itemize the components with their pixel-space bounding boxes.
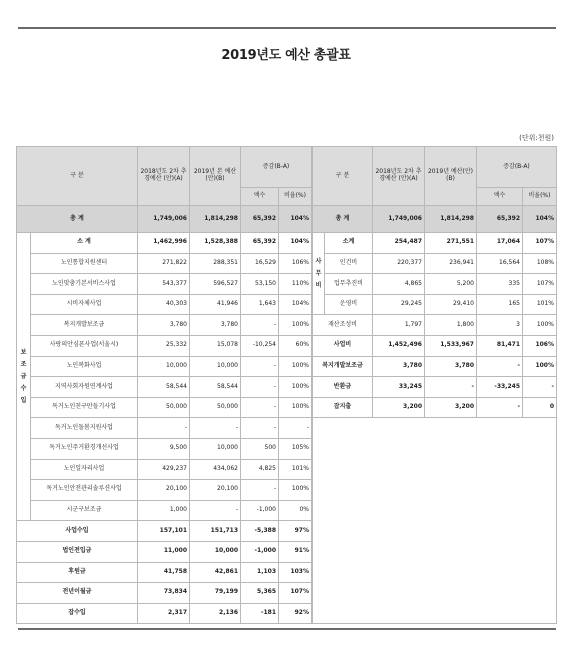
value-pct: 100% (523, 315, 557, 336)
page-title: 2019년도 예산 총괄표 (221, 48, 351, 63)
row-label: 독거노인친구만들기사업 (31, 397, 138, 418)
table-row (313, 253, 557, 274)
row-label: 총 계 (17, 206, 138, 233)
value-pct: 0 (523, 397, 557, 418)
value-pct: 100% (279, 315, 312, 336)
row-label: 노인일자리사업 (31, 459, 138, 480)
value-amt: 65,392 (241, 233, 279, 254)
row-label: 시비자체사업 (31, 294, 138, 315)
row-label: 잡지출 (313, 397, 373, 418)
value-a: 33,245 (373, 377, 425, 398)
header-gubun: 구 분 (313, 147, 373, 206)
table-row (17, 583, 312, 604)
value-pct: 100% (279, 397, 312, 418)
value-amt: 65,392 (241, 206, 279, 233)
value-b: 41,946 (190, 294, 241, 315)
total-row (17, 206, 312, 233)
value-pct: - (279, 418, 312, 439)
value-b: 15,078 (190, 335, 241, 356)
value-a: 20,100 (138, 480, 190, 501)
value-a: 1,749,006 (373, 206, 425, 233)
value-pct: 100% (279, 356, 312, 377)
value-pct: 105% (279, 438, 312, 459)
row-label: 독거노인주거환경개선사업 (31, 438, 138, 459)
row-label: 법인전입금 (17, 541, 138, 562)
row-label: 독거노인안전관리솔루션사업 (31, 480, 138, 501)
value-pct: 100% (523, 356, 557, 377)
table-row (17, 418, 312, 439)
value-a: 157,101 (138, 521, 190, 542)
row-label: 소 계 (31, 233, 138, 254)
table-row (313, 274, 557, 295)
value-b: 3,780 (425, 356, 477, 377)
value-a: 29,245 (373, 294, 425, 315)
value-a: 2,317 (138, 603, 190, 624)
value-b: 10,000 (190, 356, 241, 377)
empty-area (313, 418, 557, 624)
value-amt: - (241, 480, 279, 501)
table-row (17, 274, 312, 295)
header-2019: 2019년 본 예산 (안)(B) (190, 147, 241, 206)
table-row (313, 377, 557, 398)
value-amt: -181 (241, 603, 279, 624)
value-a: 3,200 (373, 397, 425, 418)
value-a: 10,000 (138, 356, 190, 377)
value-amt: - (241, 397, 279, 418)
value-amt: 335 (477, 274, 523, 295)
table-row (17, 500, 312, 521)
value-pct: 97% (279, 521, 312, 542)
value-a: 25,332 (138, 335, 190, 356)
row-label: 소계 (325, 233, 373, 254)
table-row (313, 315, 557, 336)
header-ratio: 비율(%) (279, 188, 312, 206)
value-pct: 101% (279, 459, 312, 480)
row-label: 독거노인돌봄지원사업 (31, 418, 138, 439)
table-row (17, 356, 312, 377)
value-a: 271,822 (138, 253, 190, 274)
value-amt: 16,564 (477, 253, 523, 274)
value-amt: 5,365 (241, 583, 279, 604)
table-row (17, 294, 312, 315)
value-amt: 16,529 (241, 253, 279, 274)
row-label: 노인복화사업 (31, 356, 138, 377)
value-a: 1,462,996 (138, 233, 190, 254)
value-b: - (425, 377, 477, 398)
value-b: 2,136 (190, 603, 241, 624)
row-label: 인건비 (325, 253, 373, 274)
value-b: 271,551 (425, 233, 477, 254)
value-pct: 104% (279, 206, 312, 233)
row-label: 사업비 (313, 335, 373, 356)
bottom-rule (18, 628, 556, 630)
header-amount: 액수 (477, 188, 523, 206)
value-b: 3,780 (190, 315, 241, 336)
table-row (313, 335, 557, 356)
value-a: 220,377 (373, 253, 425, 274)
value-amt: 3 (477, 315, 523, 336)
row-label: 복지개발보조금 (31, 315, 138, 336)
value-pct: 107% (523, 233, 557, 254)
value-b: 20,100 (190, 480, 241, 501)
value-pct: 104% (279, 233, 312, 254)
value-pct: 107% (523, 274, 557, 295)
row-label: 사업수입 (17, 521, 138, 542)
expense-table (312, 146, 557, 624)
value-amt: -33,245 (477, 377, 523, 398)
row-label: 잡수입 (17, 603, 138, 624)
value-b: - (190, 418, 241, 439)
row-label: 업무추진비 (325, 274, 373, 295)
value-b: 151,713 (190, 521, 241, 542)
value-amt: 17,064 (477, 233, 523, 254)
table-row (313, 294, 557, 315)
value-a: 40,303 (138, 294, 190, 315)
top-rule (18, 27, 556, 29)
header-2018: 2018년도 2차 추경예산 (안)(A) (373, 147, 425, 206)
value-b: 236,941 (425, 253, 477, 274)
table-row (17, 480, 312, 501)
row-label: 전년이월금 (17, 583, 138, 604)
value-b: 3,200 (425, 397, 477, 418)
value-pct: 104% (279, 294, 312, 315)
value-b: 434,062 (190, 459, 241, 480)
value-b: 50,000 (190, 397, 241, 418)
value-a: - (138, 418, 190, 439)
value-b: 1,814,298 (425, 206, 477, 233)
value-pct: 101% (523, 294, 557, 315)
header-2018: 2018년도 2차 추경예산 (안)(A) (138, 147, 190, 206)
table-row (313, 397, 557, 418)
table-row (313, 356, 557, 377)
table-row (17, 335, 312, 356)
value-b: 1,528,388 (190, 233, 241, 254)
header-gubun: 구 분 (17, 147, 138, 206)
value-a: 58,544 (138, 377, 190, 398)
table-row (17, 521, 312, 542)
value-amt: 53,150 (241, 274, 279, 295)
value-amt: 4,825 (241, 459, 279, 480)
value-pct: 91% (279, 541, 312, 562)
value-a: 50,000 (138, 397, 190, 418)
table-row (17, 397, 312, 418)
value-a: 3,780 (373, 356, 425, 377)
table-row (17, 377, 312, 398)
value-amt: - (241, 315, 279, 336)
table-row (17, 315, 312, 336)
value-b: 288,351 (190, 253, 241, 274)
value-pct: 0% (279, 500, 312, 521)
header-2019: 2019년 예산(안)(B) (425, 147, 477, 206)
value-b: 1,800 (425, 315, 477, 336)
header-diff: 증감(B-A) (477, 147, 557, 188)
table-row (17, 603, 312, 624)
value-b: 1,533,967 (425, 335, 477, 356)
value-amt: - (241, 356, 279, 377)
row-label: 노인맞춤기본서비스사업 (31, 274, 138, 295)
value-a: 1,749,006 (138, 206, 190, 233)
table-row (313, 233, 557, 254)
value-pct: 100% (279, 480, 312, 501)
row-label: 시군구보조금 (31, 500, 138, 521)
row-label: 지역사회자원연계사업 (31, 377, 138, 398)
group-label-subsidy: 보 조 금 수 입 (17, 233, 31, 521)
value-pct: 110% (279, 274, 312, 295)
value-b: 10,000 (190, 438, 241, 459)
value-b: 596,527 (190, 274, 241, 295)
value-amt: -1,000 (241, 541, 279, 562)
value-a: 1,797 (373, 315, 425, 336)
value-amt: -5,388 (241, 521, 279, 542)
header-amount: 액수 (241, 188, 279, 206)
value-b: 29,410 (425, 294, 477, 315)
table-row (17, 233, 312, 254)
value-pct: 92% (279, 603, 312, 624)
value-pct: 106% (279, 253, 312, 274)
table-row (17, 541, 312, 562)
row-label: 운영비 (325, 294, 373, 315)
value-a: 429,237 (138, 459, 190, 480)
value-pct: 106% (523, 335, 557, 356)
row-label: 사랑의안심폰사업(서울시) (31, 335, 138, 356)
value-pct: 108% (523, 253, 557, 274)
table-row (17, 253, 312, 274)
value-amt: - (241, 418, 279, 439)
value-a: 9,500 (138, 438, 190, 459)
total-row (313, 206, 557, 233)
table-row (17, 438, 312, 459)
value-amt: 81,471 (477, 335, 523, 356)
value-b: 5,200 (425, 274, 477, 295)
header-diff: 증감(B-A) (241, 147, 312, 188)
value-amt: 1,103 (241, 562, 279, 583)
value-a: 254,487 (373, 233, 425, 254)
header-ratio: 비율(%) (523, 188, 557, 206)
value-a: 41,758 (138, 562, 190, 583)
value-amt: - (241, 377, 279, 398)
value-a: 11,000 (138, 541, 190, 562)
value-amt: -10,254 (241, 335, 279, 356)
value-b: 42,861 (190, 562, 241, 583)
row-label: 총 계 (313, 206, 373, 233)
value-pct: 100% (279, 377, 312, 398)
value-b: 58,544 (190, 377, 241, 398)
group-label-office: 사 무 비 (313, 233, 325, 315)
unit-note: (단위:천원) (519, 134, 554, 142)
value-b: 79,199 (190, 583, 241, 604)
table-row (17, 459, 312, 480)
empty-cell (313, 418, 557, 624)
value-a: 3,780 (138, 315, 190, 336)
row-label: 반환금 (313, 377, 373, 398)
value-amt: - (477, 397, 523, 418)
value-a: 4,865 (373, 274, 425, 295)
value-b: 1,814,298 (190, 206, 241, 233)
value-pct: 103% (279, 562, 312, 583)
value-pct: - (523, 377, 557, 398)
row-label: 노인통합지원센터 (31, 253, 138, 274)
value-amt: -1,000 (241, 500, 279, 521)
value-a: 73,834 (138, 583, 190, 604)
row-label: 재산조성비 (313, 315, 373, 336)
value-amt: - (477, 356, 523, 377)
value-pct: 107% (279, 583, 312, 604)
row-label: 복지개발보조금 (313, 356, 373, 377)
value-amt: 165 (477, 294, 523, 315)
value-amt: 500 (241, 438, 279, 459)
value-a: 1,000 (138, 500, 190, 521)
value-a: 543,377 (138, 274, 190, 295)
value-amt: 65,392 (477, 206, 523, 233)
revenue-table (16, 146, 312, 624)
value-amt: 1,643 (241, 294, 279, 315)
value-b: - (190, 500, 241, 521)
value-b: 10,000 (190, 541, 241, 562)
value-pct: 104% (523, 206, 557, 233)
value-a: 1,452,496 (373, 335, 425, 356)
row-label: 후원금 (17, 562, 138, 583)
table-row (17, 562, 312, 583)
value-pct: 60% (279, 335, 312, 356)
